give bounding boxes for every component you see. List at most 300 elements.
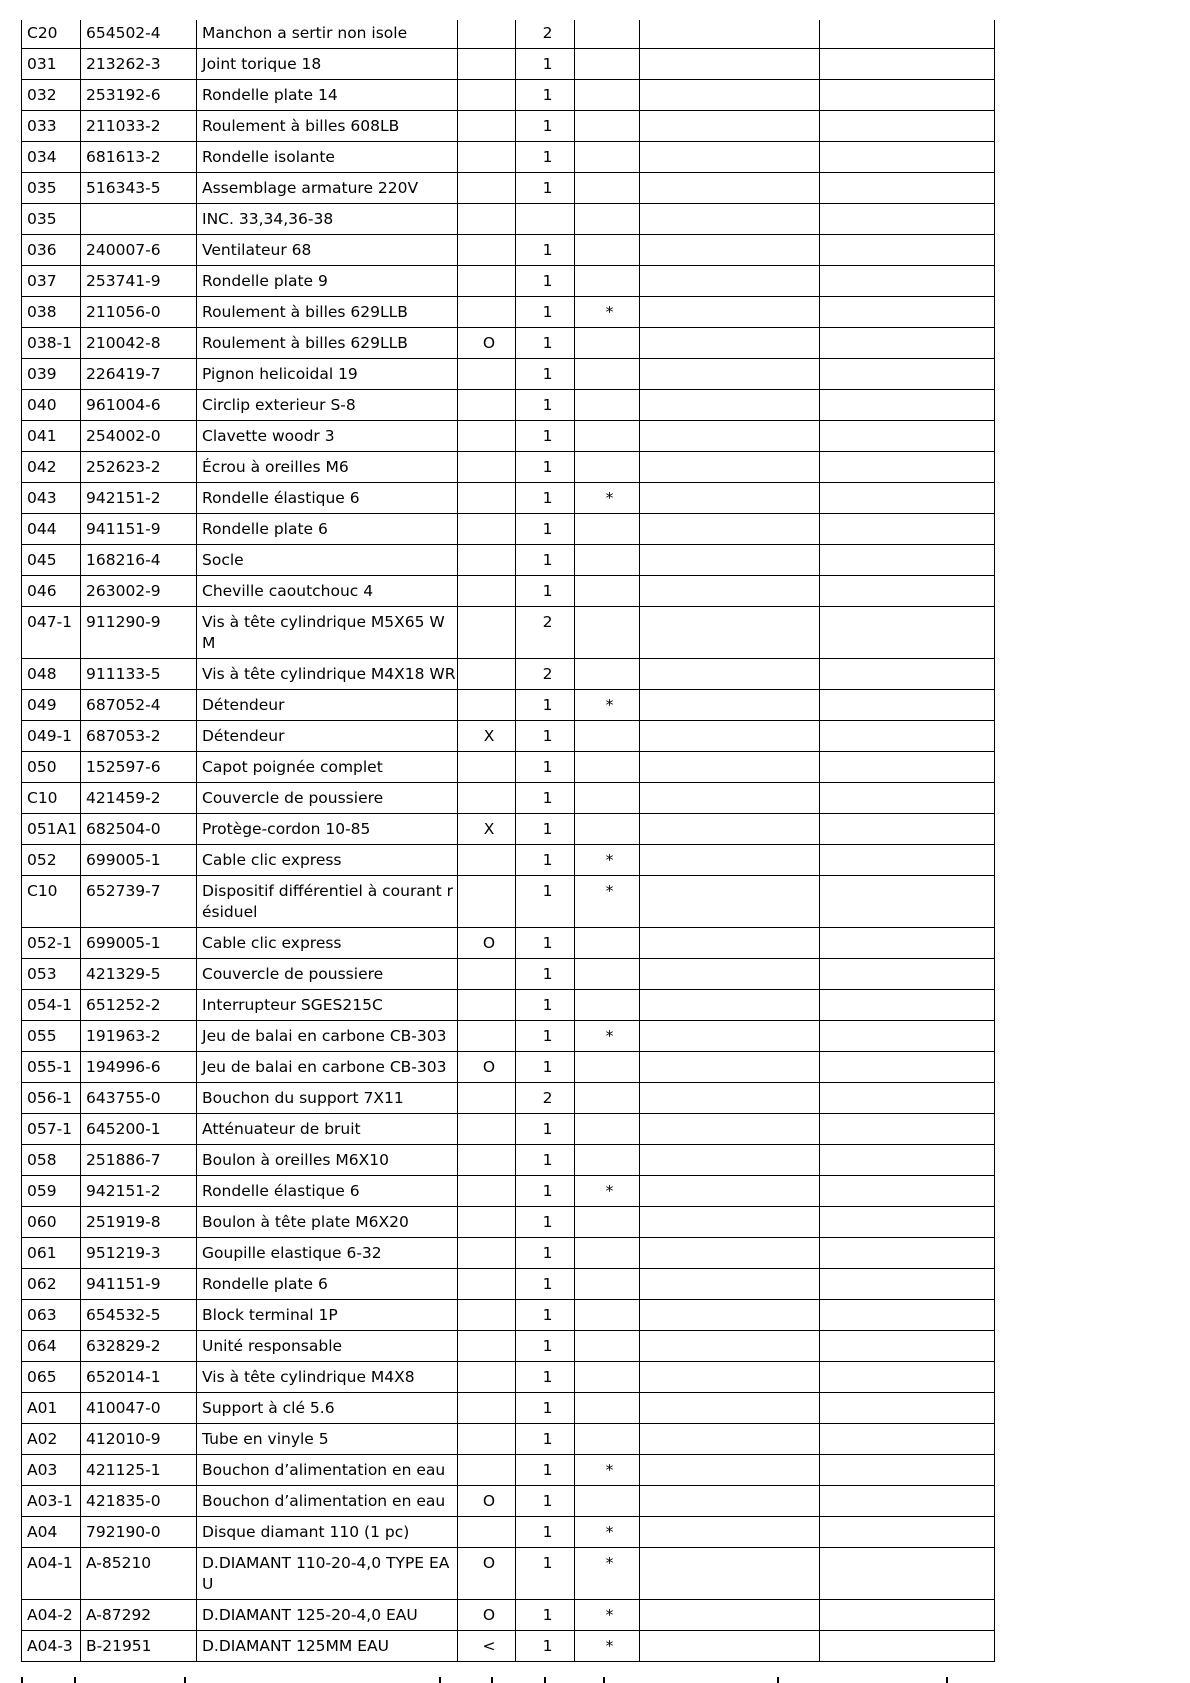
part-description-cell: Couvercle de poussiere — [197, 959, 458, 990]
blank-cell — [640, 959, 820, 990]
quantity-cell: 1 — [516, 1455, 575, 1486]
blank-cell — [640, 1052, 820, 1083]
part-reference-cell: 654502-4 — [81, 20, 197, 49]
note-code-cell: O — [458, 1052, 516, 1083]
note-code-cell — [458, 80, 516, 111]
item-number-cell: 036 — [22, 235, 81, 266]
item-number-cell: 039 — [22, 359, 81, 390]
item-number-cell: A04-2 — [22, 1600, 81, 1631]
part-description-cell: Support à clé 5.6 — [197, 1393, 458, 1424]
wear-part-flag-cell — [575, 1393, 640, 1424]
part-reference-cell: 961004-6 — [81, 390, 197, 421]
table-row — [22, 659, 995, 690]
blank-cell — [820, 266, 995, 297]
table-row — [22, 845, 995, 876]
item-number-cell: 043 — [22, 483, 81, 514]
wear-part-flag-cell — [575, 659, 640, 690]
part-description-cell: D.DIAMANT 110-20-4,0 TYPE EAU — [197, 1548, 458, 1600]
part-reference-cell: 253192-6 — [81, 80, 197, 111]
note-code-cell — [458, 845, 516, 876]
wear-part-flag-cell: * — [575, 876, 640, 928]
table-row — [22, 452, 995, 483]
part-reference-cell: 263002-9 — [81, 576, 197, 607]
table-row — [22, 814, 995, 845]
blank-cell — [820, 752, 995, 783]
part-description-cell: Disque diamant 110 (1 pc) — [197, 1517, 458, 1548]
item-number-cell: 045 — [22, 545, 81, 576]
wear-part-flag-cell: * — [575, 1548, 640, 1600]
part-description-cell: Vis à tête cylindrique M4X18 WR — [197, 659, 458, 690]
wear-part-flag-cell — [575, 390, 640, 421]
part-reference-cell: 654532-5 — [81, 1300, 197, 1331]
note-code-cell — [458, 204, 516, 235]
blank-cell — [640, 452, 820, 483]
quantity-cell: 1 — [516, 1548, 575, 1600]
table-row — [22, 1600, 995, 1631]
blank-cell — [640, 1486, 820, 1517]
quantity-cell: 2 — [516, 607, 575, 659]
part-description-cell: Roulement à billes 629LLB — [197, 297, 458, 328]
quantity-cell: 1 — [516, 876, 575, 928]
blank-cell — [820, 1300, 995, 1331]
blank-cell — [640, 328, 820, 359]
note-code-cell — [458, 752, 516, 783]
wear-part-flag-cell — [575, 452, 640, 483]
quantity-cell: 1 — [516, 1631, 575, 1662]
part-description-cell: INC. 33,34,36-38 — [197, 204, 458, 235]
quantity-cell: 1 — [516, 1269, 575, 1300]
table-row — [22, 1269, 995, 1300]
part-reference-cell: 251886-7 — [81, 1145, 197, 1176]
wear-part-flag-cell — [575, 1424, 640, 1455]
part-description-cell: Rondelle plate 6 — [197, 1269, 458, 1300]
quantity-cell: 1 — [516, 390, 575, 421]
table-row — [22, 421, 995, 452]
note-code-cell — [458, 1393, 516, 1424]
blank-cell — [820, 1631, 995, 1662]
blank-cell — [820, 1455, 995, 1486]
note-code-cell — [458, 576, 516, 607]
blank-cell — [820, 1083, 995, 1114]
quantity-cell: 1 — [516, 359, 575, 390]
wear-part-flag-cell — [575, 752, 640, 783]
wear-part-flag-cell: * — [575, 1176, 640, 1207]
note-code-cell — [458, 390, 516, 421]
blank-cell — [640, 990, 820, 1021]
item-number-cell: 055 — [22, 1021, 81, 1052]
part-reference-cell: 942151-2 — [81, 1176, 197, 1207]
blank-cell — [820, 1052, 995, 1083]
note-code-cell — [458, 959, 516, 990]
part-reference-cell: B-21951 — [81, 1631, 197, 1662]
item-number-cell: C10 — [22, 876, 81, 928]
part-reference-cell: 412010-9 — [81, 1424, 197, 1455]
blank-cell — [640, 1207, 820, 1238]
note-code-cell — [458, 1145, 516, 1176]
blank-cell — [640, 1393, 820, 1424]
part-description-cell: D.DIAMANT 125-20-4,0 EAU — [197, 1600, 458, 1631]
parts-list-sheet — [21, 20, 979, 1662]
part-reference-cell: 643755-0 — [81, 1083, 197, 1114]
part-description-cell: Rondelle plate 9 — [197, 266, 458, 297]
column-rule — [439, 1677, 441, 1683]
blank-cell — [820, 1362, 995, 1393]
item-number-cell: A03 — [22, 1455, 81, 1486]
wear-part-flag-cell — [575, 1114, 640, 1145]
blank-cell — [640, 1021, 820, 1052]
part-description-cell: Boulon à oreilles M6X10 — [197, 1145, 458, 1176]
blank-cell — [820, 49, 995, 80]
part-reference-cell: 699005-1 — [81, 845, 197, 876]
blank-cell — [820, 690, 995, 721]
note-code-cell — [458, 20, 516, 49]
item-number-cell: 055-1 — [22, 1052, 81, 1083]
note-code-cell — [458, 1362, 516, 1393]
quantity-cell: 1 — [516, 690, 575, 721]
note-code-cell: < — [458, 1631, 516, 1662]
part-description-cell: Ventilateur 68 — [197, 235, 458, 266]
item-number-cell: 052-1 — [22, 928, 81, 959]
wear-part-flag-cell: * — [575, 1455, 640, 1486]
quantity-cell: 1 — [516, 266, 575, 297]
table-row — [22, 1052, 995, 1083]
part-reference-cell: 152597-6 — [81, 752, 197, 783]
part-reference-cell: 210042-8 — [81, 328, 197, 359]
blank-cell — [640, 1114, 820, 1145]
blank-cell — [820, 607, 995, 659]
table-row — [22, 359, 995, 390]
part-reference-cell: 421125-1 — [81, 1455, 197, 1486]
table-row — [22, 690, 995, 721]
table-row — [22, 928, 995, 959]
part-description-cell: Block terminal 1P — [197, 1300, 458, 1331]
blank-cell — [820, 1021, 995, 1052]
item-number-cell: 041 — [22, 421, 81, 452]
part-reference-cell: 168216-4 — [81, 545, 197, 576]
blank-cell — [640, 483, 820, 514]
blank-cell — [820, 142, 995, 173]
table-row — [22, 1145, 995, 1176]
wear-part-flag-cell — [575, 80, 640, 111]
blank-cell — [820, 1548, 995, 1600]
quantity-cell: 1 — [516, 483, 575, 514]
quantity-cell: 1 — [516, 328, 575, 359]
wear-part-flag-cell — [575, 1238, 640, 1269]
part-reference-cell: 254002-0 — [81, 421, 197, 452]
blank-cell — [640, 814, 820, 845]
part-reference-cell: 252623-2 — [81, 452, 197, 483]
blank-cell — [820, 721, 995, 752]
wear-part-flag-cell — [575, 204, 640, 235]
quantity-cell: 1 — [516, 235, 575, 266]
blank-cell — [640, 235, 820, 266]
quantity-cell — [516, 204, 575, 235]
table-row — [22, 1083, 995, 1114]
part-description-cell: Protège-cordon 10-85 — [197, 814, 458, 845]
blank-cell — [640, 1517, 820, 1548]
quantity-cell: 1 — [516, 721, 575, 752]
part-reference-cell: 792190-0 — [81, 1517, 197, 1548]
column-rule — [777, 1677, 779, 1683]
table-row — [22, 390, 995, 421]
part-reference-cell: 213262-3 — [81, 49, 197, 80]
note-code-cell — [458, 1238, 516, 1269]
table-row — [22, 49, 995, 80]
blank-cell — [640, 297, 820, 328]
table-row — [22, 297, 995, 328]
blank-cell — [820, 1600, 995, 1631]
item-number-cell: A04-3 — [22, 1631, 81, 1662]
quantity-cell: 1 — [516, 49, 575, 80]
note-code-cell — [458, 1424, 516, 1455]
item-number-cell: 052 — [22, 845, 81, 876]
part-reference-cell: 253741-9 — [81, 266, 197, 297]
quantity-cell: 1 — [516, 1424, 575, 1455]
part-reference-cell: 251919-8 — [81, 1207, 197, 1238]
quantity-cell: 1 — [516, 514, 575, 545]
part-description-cell: Cable clic express — [197, 928, 458, 959]
part-description-cell: Jeu de balai en carbone CB-303 — [197, 1021, 458, 1052]
blank-cell — [820, 576, 995, 607]
parts-table — [21, 20, 995, 1662]
note-code-cell — [458, 1207, 516, 1238]
quantity-cell: 1 — [516, 111, 575, 142]
wear-part-flag-cell — [575, 266, 640, 297]
part-description-cell: Rondelle élastique 6 — [197, 483, 458, 514]
blank-cell — [640, 1238, 820, 1269]
part-description-cell: Détendeur — [197, 690, 458, 721]
part-description-cell: Clavette woodr 3 — [197, 421, 458, 452]
table-row — [22, 1517, 995, 1548]
wear-part-flag-cell: * — [575, 297, 640, 328]
blank-cell — [820, 1269, 995, 1300]
blank-cell — [820, 990, 995, 1021]
note-code-cell — [458, 1331, 516, 1362]
part-reference-cell: 699005-1 — [81, 928, 197, 959]
note-code-cell — [458, 607, 516, 659]
part-reference-cell: 226419-7 — [81, 359, 197, 390]
part-reference-cell: 681613-2 — [81, 142, 197, 173]
quantity-cell: 1 — [516, 1207, 575, 1238]
item-number-cell: 035 — [22, 173, 81, 204]
note-code-cell — [458, 1300, 516, 1331]
blank-cell — [820, 659, 995, 690]
note-code-cell — [458, 49, 516, 80]
blank-cell — [640, 721, 820, 752]
quantity-cell: 1 — [516, 959, 575, 990]
part-reference-cell: 911133-5 — [81, 659, 197, 690]
note-code-cell — [458, 690, 516, 721]
part-reference-cell: 651252-2 — [81, 990, 197, 1021]
part-description-cell: Socle — [197, 545, 458, 576]
blank-cell — [640, 1631, 820, 1662]
item-number-cell: 051A1 — [22, 814, 81, 845]
note-code-cell — [458, 1269, 516, 1300]
note-code-cell — [458, 1455, 516, 1486]
quantity-cell: 1 — [516, 452, 575, 483]
item-number-cell: 049 — [22, 690, 81, 721]
wear-part-flag-cell — [575, 928, 640, 959]
blank-cell — [820, 814, 995, 845]
item-number-cell: 040 — [22, 390, 81, 421]
table-row — [22, 1455, 995, 1486]
blank-cell — [640, 690, 820, 721]
blank-cell — [820, 1331, 995, 1362]
item-number-cell: 060 — [22, 1207, 81, 1238]
note-code-cell: O — [458, 1486, 516, 1517]
wear-part-flag-cell — [575, 359, 640, 390]
part-reference-cell: 421835-0 — [81, 1486, 197, 1517]
note-code-cell — [458, 1083, 516, 1114]
quantity-cell: 1 — [516, 1021, 575, 1052]
wear-part-flag-cell — [575, 235, 640, 266]
table-row — [22, 235, 995, 266]
blank-cell — [640, 390, 820, 421]
quantity-cell: 1 — [516, 1176, 575, 1207]
quantity-cell: 2 — [516, 20, 575, 49]
wear-part-flag-cell — [575, 1362, 640, 1393]
part-description-cell: Goupille elastique 6-32 — [197, 1238, 458, 1269]
note-code-cell — [458, 173, 516, 204]
table-row — [22, 204, 995, 235]
blank-cell — [820, 876, 995, 928]
part-reference-cell: 194996-6 — [81, 1052, 197, 1083]
table-row — [22, 721, 995, 752]
table-row — [22, 80, 995, 111]
part-description-cell: Capot poignée complet — [197, 752, 458, 783]
item-number-cell: 056-1 — [22, 1083, 81, 1114]
part-reference-cell: 211033-2 — [81, 111, 197, 142]
part-reference-cell: 645200-1 — [81, 1114, 197, 1145]
blank-cell — [640, 1455, 820, 1486]
wear-part-flag-cell — [575, 1083, 640, 1114]
part-reference-cell: 941151-9 — [81, 1269, 197, 1300]
quantity-cell: 1 — [516, 142, 575, 173]
note-code-cell: X — [458, 814, 516, 845]
blank-cell — [640, 576, 820, 607]
blank-cell — [820, 204, 995, 235]
item-number-cell: 048 — [22, 659, 81, 690]
note-code-cell — [458, 111, 516, 142]
blank-cell — [640, 607, 820, 659]
column-rule — [21, 1677, 23, 1683]
part-description-cell: Rondelle plate 6 — [197, 514, 458, 545]
wear-part-flag-cell — [575, 814, 640, 845]
part-description-cell: Roulement à billes 608LB — [197, 111, 458, 142]
note-code-cell — [458, 297, 516, 328]
quantity-cell: 1 — [516, 545, 575, 576]
table-row — [22, 990, 995, 1021]
parts-table-body — [22, 20, 995, 1662]
item-number-cell: 054-1 — [22, 990, 81, 1021]
blank-cell — [640, 1145, 820, 1176]
blank-cell — [820, 845, 995, 876]
blank-cell — [820, 1207, 995, 1238]
wear-part-flag-cell: * — [575, 483, 640, 514]
wear-part-flag-cell — [575, 421, 640, 452]
table-row — [22, 1207, 995, 1238]
blank-cell — [820, 328, 995, 359]
item-number-cell: 064 — [22, 1331, 81, 1362]
quantity-cell: 1 — [516, 421, 575, 452]
table-row — [22, 607, 995, 659]
part-reference-cell: 191963-2 — [81, 1021, 197, 1052]
part-description-cell: Manchon a sertir non isole — [197, 20, 458, 49]
blank-cell — [640, 876, 820, 928]
wear-part-flag-cell — [575, 49, 640, 80]
blank-cell — [820, 1517, 995, 1548]
item-number-cell: 032 — [22, 80, 81, 111]
blank-cell — [820, 390, 995, 421]
blank-cell — [640, 928, 820, 959]
blank-cell — [820, 235, 995, 266]
blank-cell — [820, 1145, 995, 1176]
item-number-cell: 038 — [22, 297, 81, 328]
item-number-cell: C10 — [22, 783, 81, 814]
note-code-cell — [458, 514, 516, 545]
item-number-cell: 034 — [22, 142, 81, 173]
wear-part-flag-cell — [575, 328, 640, 359]
table-row — [22, 328, 995, 359]
blank-cell — [640, 659, 820, 690]
part-description-cell: Dispositif différentiel à courant résiduel — [197, 876, 458, 928]
blank-cell — [640, 49, 820, 80]
wear-part-flag-cell: * — [575, 1021, 640, 1052]
wear-part-flag-cell — [575, 1300, 640, 1331]
part-reference-cell — [81, 204, 197, 235]
item-number-cell: C20 — [22, 20, 81, 49]
part-reference-cell: 410047-0 — [81, 1393, 197, 1424]
quantity-cell: 1 — [516, 814, 575, 845]
note-code-cell — [458, 142, 516, 173]
part-reference-cell: 687053-2 — [81, 721, 197, 752]
note-code-cell — [458, 1114, 516, 1145]
wear-part-flag-cell — [575, 990, 640, 1021]
item-number-cell: A04 — [22, 1517, 81, 1548]
part-reference-cell: 652014-1 — [81, 1362, 197, 1393]
item-number-cell: 037 — [22, 266, 81, 297]
note-code-cell — [458, 266, 516, 297]
part-description-cell: Bouchon d’alimentation en eau — [197, 1486, 458, 1517]
blank-cell — [820, 1238, 995, 1269]
part-reference-cell: 942151-2 — [81, 483, 197, 514]
table-row — [22, 1300, 995, 1331]
part-description-cell: Rondelle élastique 6 — [197, 1176, 458, 1207]
part-reference-cell: A-85210 — [81, 1548, 197, 1600]
column-rule — [74, 1677, 76, 1683]
item-number-cell: 053 — [22, 959, 81, 990]
table-row — [22, 1548, 995, 1600]
quantity-cell: 1 — [516, 1114, 575, 1145]
table-row — [22, 1362, 995, 1393]
part-description-cell: Cheville caoutchouc 4 — [197, 576, 458, 607]
table-row — [22, 20, 995, 49]
wear-part-flag-cell — [575, 142, 640, 173]
item-number-cell: 046 — [22, 576, 81, 607]
quantity-cell: 1 — [516, 928, 575, 959]
quantity-cell: 1 — [516, 752, 575, 783]
blank-cell — [640, 1600, 820, 1631]
item-number-cell: 065 — [22, 1362, 81, 1393]
wear-part-flag-cell — [575, 1331, 640, 1362]
part-description-cell: Atténuateur de bruit — [197, 1114, 458, 1145]
quantity-cell: 1 — [516, 80, 575, 111]
blank-cell — [820, 359, 995, 390]
blank-cell — [820, 514, 995, 545]
part-reference-cell: 652739-7 — [81, 876, 197, 928]
quantity-cell: 1 — [516, 1486, 575, 1517]
part-reference-cell: 516343-5 — [81, 173, 197, 204]
